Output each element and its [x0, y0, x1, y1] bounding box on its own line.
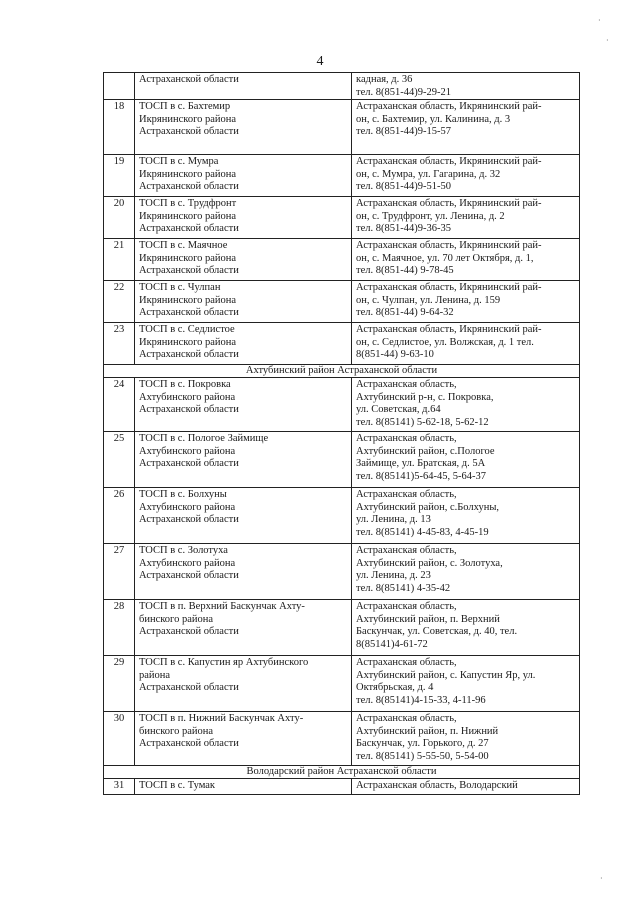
office-name: Астраханской области: [135, 73, 352, 100]
office-name: ТОСП в с. Капустин яр Ахтубинского района Астраханской области: [135, 656, 352, 712]
corner-mark-bottom: ·: [600, 874, 603, 883]
office-name: ТОСП в п. Верхний Баскунчак Ахту- бинского района Астраханской области: [135, 600, 352, 656]
table-row: [104, 656, 580, 712]
office-address: Астраханская область, Икрянинский рай- он, с. Маячное, ул. 70 лет Октября, д. 1, тел. 8(851-44) 9-78-45: [352, 239, 580, 281]
table-row: [104, 281, 580, 323]
table-row: [104, 239, 580, 281]
row-number: 18: [104, 100, 135, 155]
office-name: ТОСП в с. Мумра Икрянинского района Астраханской области: [135, 155, 352, 197]
table-row: [104, 155, 580, 197]
office-name: ТОСП в с. Золотуха Ахтубинского района Астраханской области: [135, 544, 352, 600]
office-address: Астраханская область, Володарский: [352, 779, 580, 795]
table-row: [104, 378, 580, 432]
table-row: [104, 100, 580, 155]
row-number: 22: [104, 281, 135, 323]
row-number: [104, 73, 135, 100]
row-number: 31: [104, 779, 135, 795]
page-number: 4: [316, 54, 324, 69]
row-number: 26: [104, 488, 135, 544]
office-address: Астраханская область, Ахтубинский район, с. Капустин Яр, ул. Октябрьская, д. 4 тел. 8(85141)4-15-33, 4-11-96: [352, 656, 580, 712]
office-address: Астраханская область, Ахтубинский район, с.Болхуны, ул. Ленина, д. 13 тел. 8(85141) 4-45-83, 4-45-19: [352, 488, 580, 544]
office-address: кадная, д. 36 тел. 8(851-44)9-29-21: [352, 73, 580, 100]
offices-table: [103, 72, 580, 795]
office-name: ТОСП в с. Маячное Икрянинского района Астраханской области: [135, 239, 352, 281]
office-name: ТОСП в с. Болхуны Ахтубинского района Астраханской области: [135, 488, 352, 544]
row-number: 25: [104, 432, 135, 488]
section-heading-row: [104, 365, 580, 378]
table-row: [104, 197, 580, 239]
office-name: ТОСП в с. Трудфронт Икрянинского района Астраханской области: [135, 197, 352, 239]
table-row: [104, 432, 580, 488]
row-number: 20: [104, 197, 135, 239]
row-number: 30: [104, 712, 135, 766]
table-row: [104, 488, 580, 544]
corner-mark-top: ·: [606, 36, 609, 45]
row-number: 28: [104, 600, 135, 656]
offices-table-body: [104, 73, 580, 795]
row-number: 21: [104, 239, 135, 281]
section-heading: Ахтубинский район Астраханской области: [104, 365, 580, 378]
office-address: Астраханская область, Ахтубинский р-н, с. Покровка, ул. Советская, д.64 тел. 8(85141) 5-62-18, 5-62-12: [352, 378, 580, 432]
office-address: Астраханская область, Ахтубинский район, с.Пологое Займище, ул. Братская, д. 5А тел. 8(85141)5-64-45, 5-64-37: [352, 432, 580, 488]
office-name: ТОСП в с. Пологое Займище Ахтубинского района Астраханской области: [135, 432, 352, 488]
office-address: Астраханская область, Ахтубинский район, с. Золотуха, ул. Ленина, д. 23 тел. 8(85141) 4-35-42: [352, 544, 580, 600]
row-number: 23: [104, 323, 135, 365]
office-name: ТОСП в с. Чулпан Икрянинского района Астраханской области: [135, 281, 352, 323]
office-name: ТОСП в с. Седлистое Икрянинского района Астраханской области: [135, 323, 352, 365]
table-row: [104, 323, 580, 365]
office-address: Астраханская область, Икрянинский рай- он, с. Трудфронт, ул. Ленина, д. 2 тел. 8(851-44)9-36-35: [352, 197, 580, 239]
office-address: Астраханская область, Икрянинский рай- он, с. Седлистое, ул. Волжская, д. 1 тел. 8(851-44) 9-63-10: [352, 323, 580, 365]
office-address: Астраханская область, Икрянинский рай- он, с. Чулпан, ул. Ленина, д. 159 тел. 8(851-44) 9-64-32: [352, 281, 580, 323]
row-number: 24: [104, 378, 135, 432]
row-number: 19: [104, 155, 135, 197]
office-address: Астраханская область, Икрянинский рай- он, с. Мумра, ул. Гагарина, д. 32 тел. 8(851-44)9-51-50: [352, 155, 580, 197]
office-name: ТОСП в с. Покровка Ахтубинского района Астраханской области: [135, 378, 352, 432]
table-row: [104, 544, 580, 600]
office-address: Астраханская область, Икрянинский рай- он, с. Бахтемир, ул. Калинина, д. 3 тел. 8(851-44)9-15-57: [352, 100, 580, 155]
table-row: [104, 712, 580, 766]
row-number: 29: [104, 656, 135, 712]
table-row: [104, 779, 580, 795]
table-row: [104, 73, 580, 100]
office-name: ТОСП в с. Бахтемир Икрянинского района Астраханской области: [135, 100, 352, 155]
table-row: [104, 600, 580, 656]
section-heading: Володарский район Астраханской области: [104, 766, 580, 779]
office-name: ТОСП в п. Нижний Баскунчак Ахту- бинского района Астраханской области: [135, 712, 352, 766]
corner-mark-top: ·: [598, 16, 601, 25]
office-name: ТОСП в с. Тумак: [135, 779, 352, 795]
office-address: Астраханская область, Ахтубинский район, п. Верхний Баскунчак, ул. Советская, д. 40, тел. 8(85141)4-61-72: [352, 600, 580, 656]
section-heading-row: [104, 766, 580, 779]
row-number: 27: [104, 544, 135, 600]
office-address: Астраханская область, Ахтубинский район, п. Нижний Баскунчак, ул. Горького, д. 27 тел. 8(85141) 5-55-50, 5-54-00: [352, 712, 580, 766]
